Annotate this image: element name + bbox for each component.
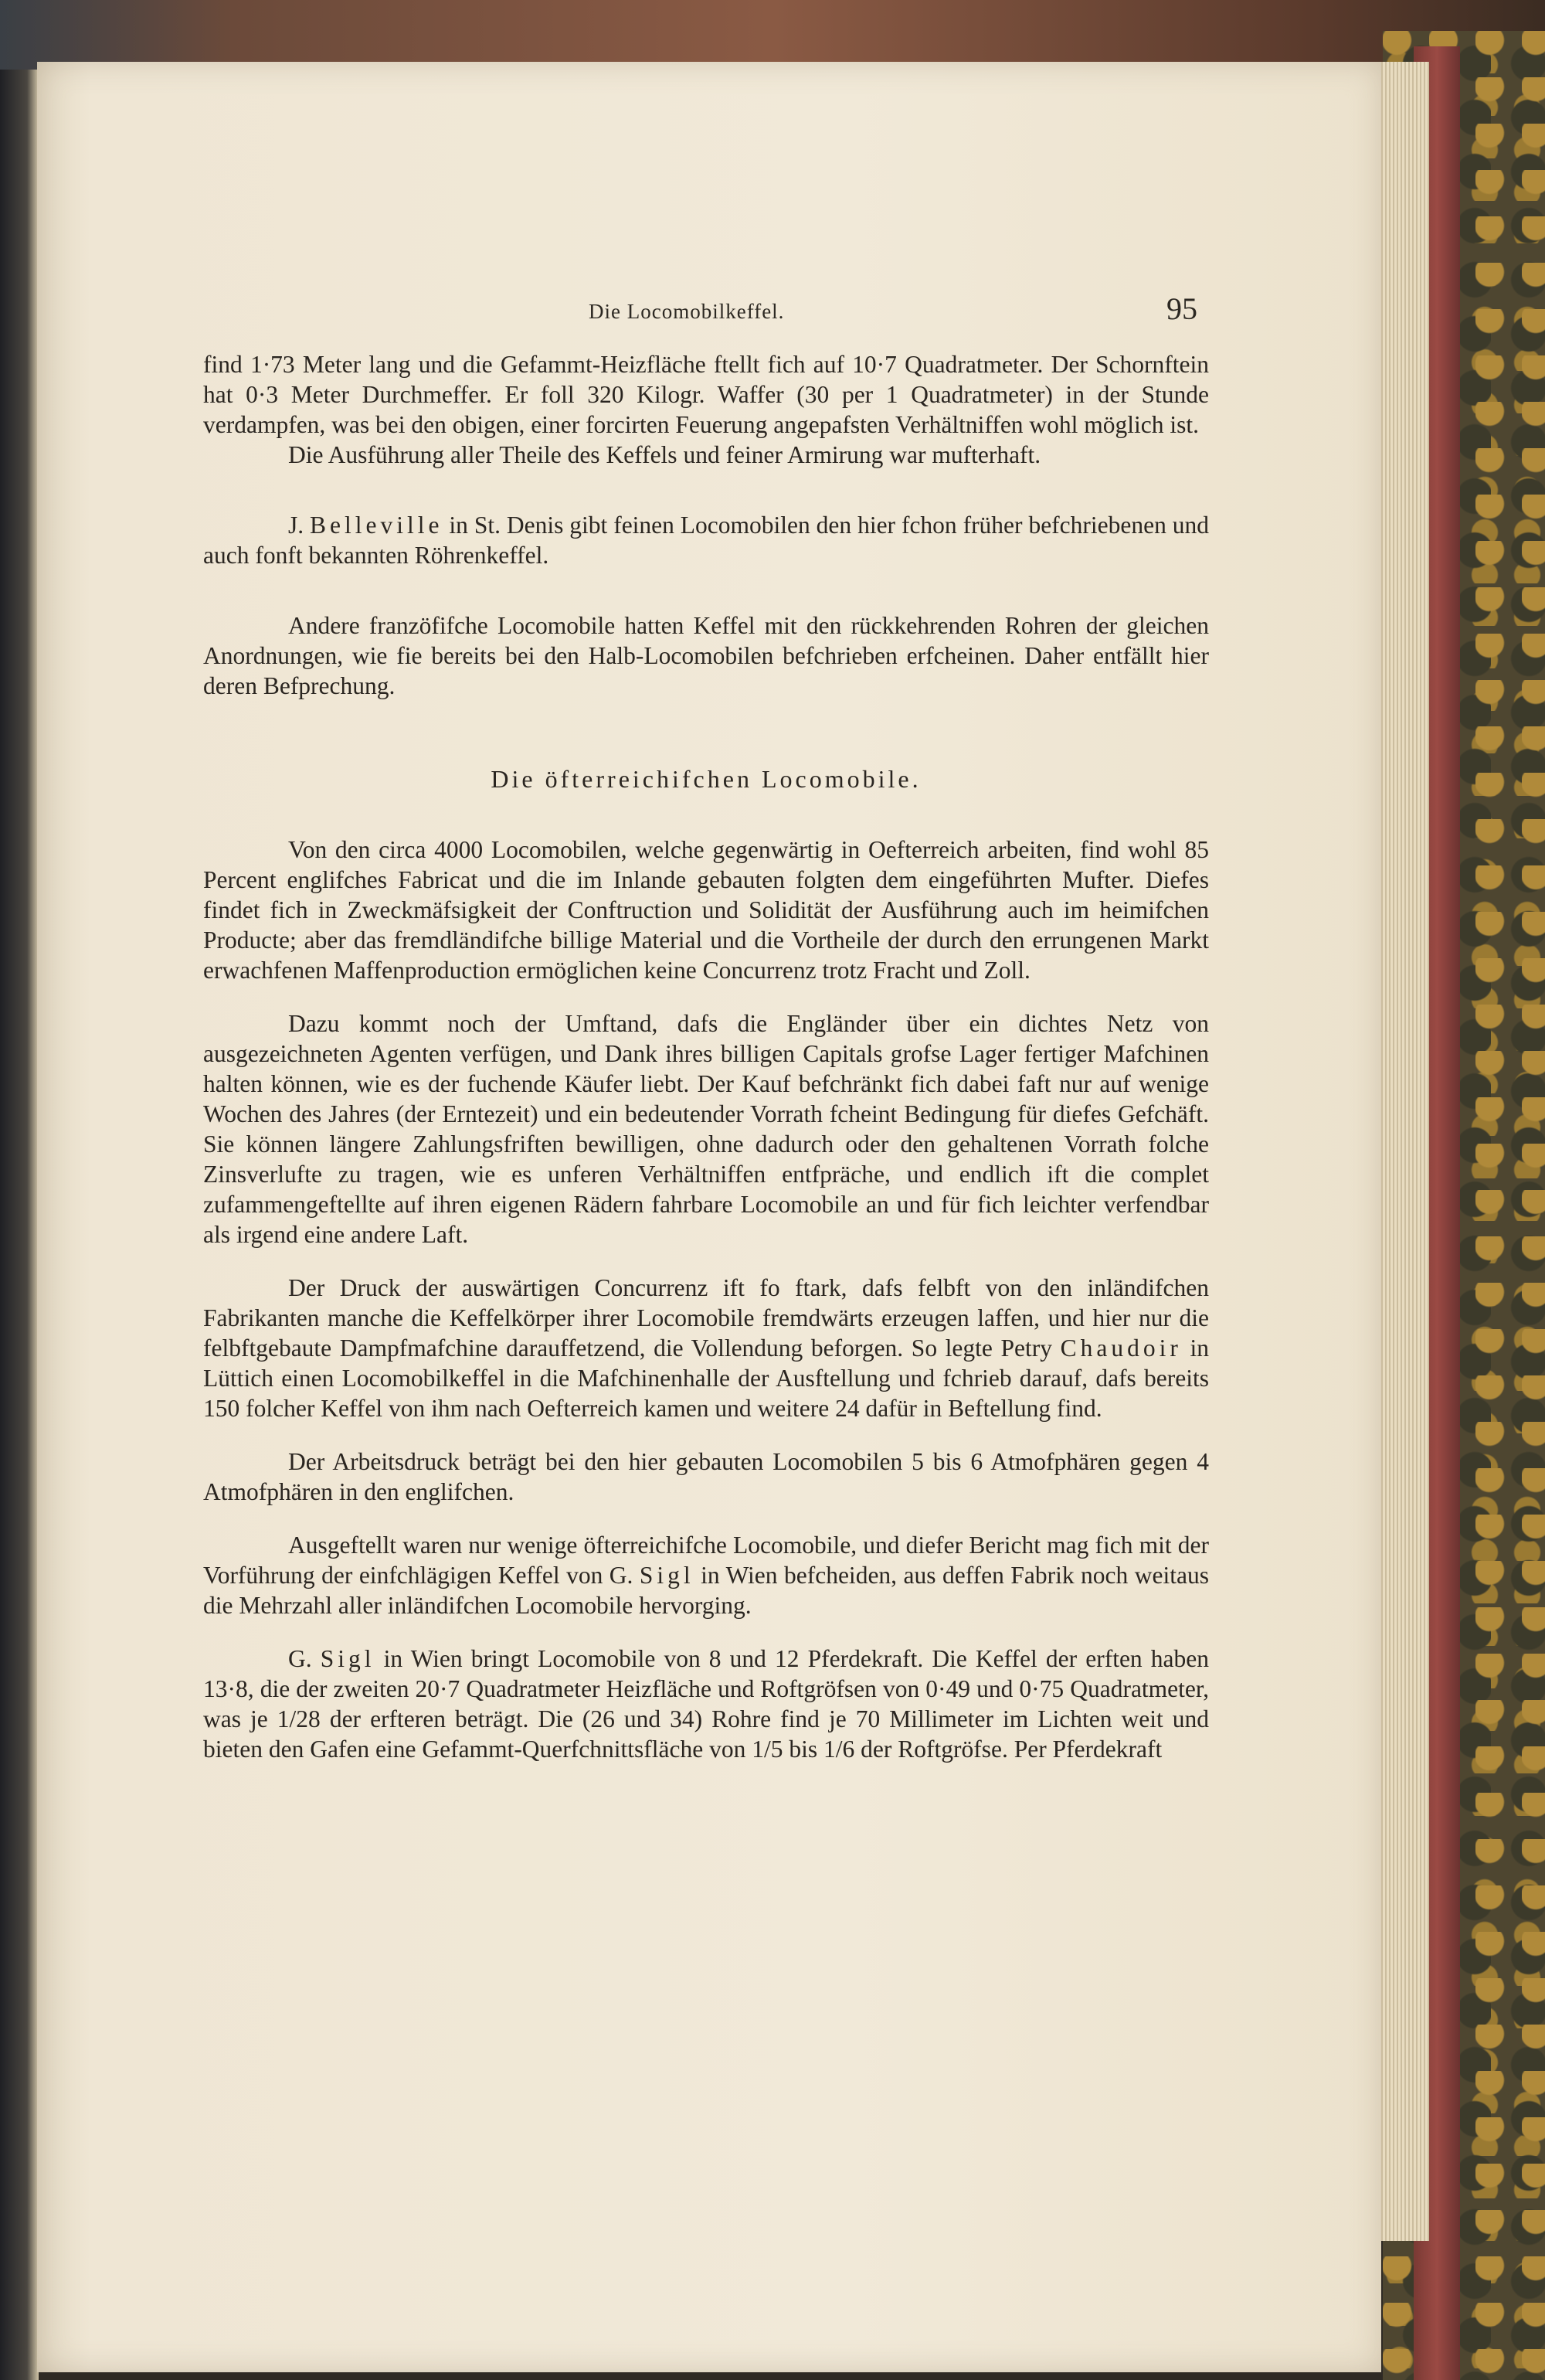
fraction: 1/6 (823, 1736, 855, 1763)
page-stack-edge (1375, 62, 1429, 2241)
maker-name: Sigl (639, 1562, 694, 1589)
text-span: Der Druck der auswärtigen Concurrenz ift fo ftark, dafs felbft von den inländifchen Fabrikanten manche die Keffelkörper ihrer Locomobile fremdwärts erzeugen laffen, und hier nur die felbftgebaute Dampfmafchine darauffetzend, die Vollendung beforgen. So legte Petry (203, 1274, 1209, 1362)
page-number: 95 (1166, 291, 1197, 326)
paragraph: Andere franzöfifche Locomobile hatten Keffel mit den rückkehrenden Rohren der gleichen Anordnungen, wie fie bereits bei den Halb-Locomobilen befchrieben erfcheinen. Daher entfällt hier deren Befprechung. (203, 612, 1209, 699)
text-span: Ausgeftellt waren nur wenige öfterreichifche Locomobile, und diefer Bericht mag fich mit der Vorführung der einfchlägigen Keffel von G. (203, 1532, 1209, 1589)
text-span: G. (288, 1645, 321, 1672)
maker-name: Belleville (310, 512, 443, 539)
maker-name: Sigl (320, 1645, 375, 1672)
text-span: in Wien bringt Locomobile von 8 und 12 Pferdekraft. Die Keffel der erften haben 13·8, die der zweiten 20·7 Quadratmeter Heizfläche und Roftgröfsen von 0·49 und 0·75 Quadratmeter, was je (203, 1645, 1210, 1732)
paragraph: Der Arbeitsdruck beträgt bei den hier gebauten Locomobilen 5 bis 6 Atmofphären gegen 4 Atmofphären in den englifchen. (203, 1448, 1209, 1505)
fraction: 1/5 (752, 1736, 783, 1763)
text-span: J. (288, 512, 311, 539)
text-span: bis (783, 1736, 823, 1763)
text-span: in St. Denis gibt feinen Locomobilen den hier fchon früher befchriebenen und auch fonft bekannten Röhrenkeffel. (203, 512, 1209, 569)
running-head: Die Locomobilkeffel. (589, 300, 785, 323)
section-heading: Die öfterreichifchen Locomobile. (491, 765, 922, 793)
body-text (203, 349, 1209, 1764)
facing-page-edge (0, 70, 39, 2380)
paragraph: Die Ausführung aller Theile des Keffels und feiner Armirung war mufterhaft. (288, 441, 1041, 468)
paragraph-sigl-detail (203, 1644, 1209, 1764)
text-span: der Roftgröfse. Per Pferdekraft (854, 1736, 1163, 1763)
maker-name: Chaudoir (1060, 1334, 1182, 1362)
text-span: in Lüttich einen Locomobilkeffel in die Mafchinenhalle der Ausftellung und fchrieb darauf, dafs bereits 150 folcher Keffel von ihm nach Oefterreich kamen und weitere 24 dafür in Beftellung find. (203, 1334, 1209, 1422)
paragraph-petry (203, 1273, 1209, 1423)
paragraph: Von den circa 4000 Locomobilen, welche gegenwärtig in Oefterreich arbeiten, find wohl 85 Percent englifches Fabricat und die im Inlande gebauten folgten dem eingeführten Mufter. Diefes findet fich in Zweckmäfsigkeit der Conftruction und Solidität der Ausführung auch im heimifchen Producte; aber das fremdländifche billige Material und die Vortheile der durch den errungenen Markt erwachfenen Maffenproduction ermöglichen keine Concurrenz trotz Fracht und Zoll. (203, 836, 1209, 984)
fraction: 1/28 (277, 1705, 321, 1732)
text-span: in Wien befcheiden, aus deffen Fabrik noch weitaus die Mehrzahl aller inländifchen Locomobile hervorging. (203, 1562, 1209, 1619)
paragraph: Dazu kommt noch der Umftand, dafs die Engländer über ein dichtes Netz von ausgezeichneten Agenten verfügen, und Dank ihres billigen Capitals grofse Lager fertiger Mafchinen halten können, wie es der fuchende Käufer liebt. Der Kauf befchränkt fich dabei faft nur auf wenige Wochen des Jahres (der Erntezeit) und ein bedeutender Vorrath fcheint Bedingung für diefes Gefchäft. Sie können längere Zahlungsfriften bewilligen, ohne dadurch oder den gehaltenen Vorrath folche Zinsverlufte zu tragen, wie es unferen Verhältniffen entfpräche, und endlich ift die complet zufammengeftellte auf ihren eigenen Rädern fahrbare Locomobile an und für fich leichter verfendbar als irgend eine andere Laft. (203, 1010, 1209, 1248)
paragraph-sigl-intro (203, 1530, 1209, 1620)
paragraph-belleville (203, 510, 1209, 570)
text-span: der erfteren beträgt. Die (26 und 34) Rohre find je 70 Millimeter im Lichten weit und bieten den Gafen eine Gefammt-Querfchnittsfläche von (203, 1705, 1209, 1763)
paragraph: find 1·73 Meter lang und die Gefammt-Heizfläche ftellt fich auf 10·7 Quadratmeter. Der Schornftein hat 0·3 Meter Durchmeffer. Er foll 320 Kilogr. Waffer (30 per 1 Quadratmeter) in der Stunde verdampfen, was bei den obigen, einer forcirten Feuerung angepafsten Verhältniffen wohl möglich ist. (203, 351, 1209, 438)
